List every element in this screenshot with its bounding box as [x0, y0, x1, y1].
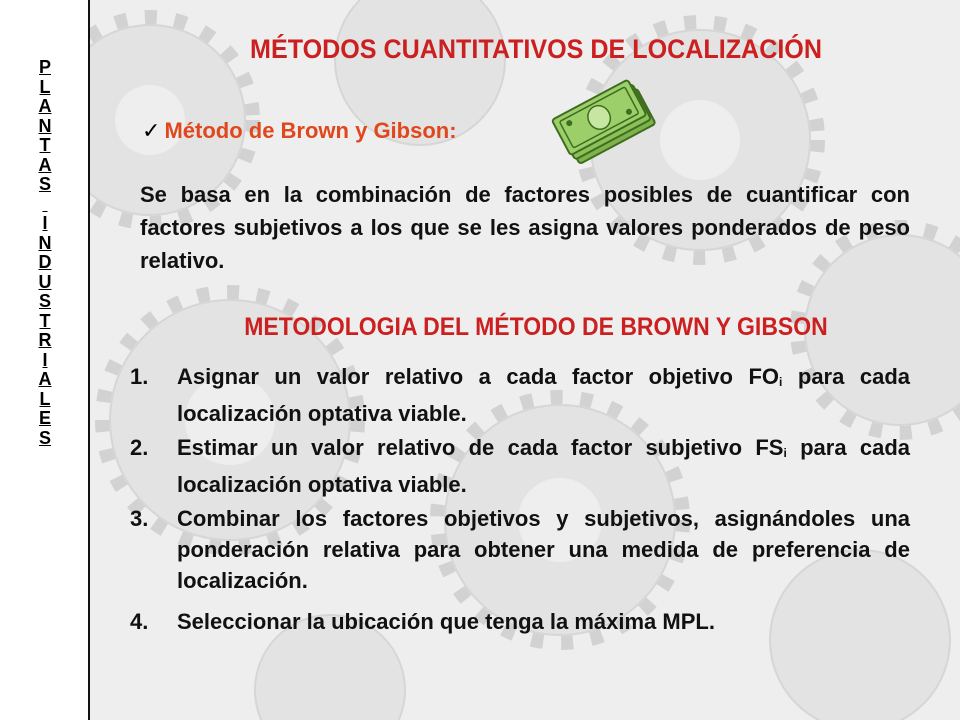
side-letter: R — [38, 330, 52, 350]
side-letter: L — [39, 76, 51, 97]
side-letter: P — [38, 57, 51, 77]
side-letter: S — [38, 427, 51, 448]
step-text: Seleccionar la ubicación que tenga la máxima MPL. — [177, 609, 715, 634]
side-letter: S — [38, 291, 51, 311]
step-item — [130, 606, 910, 637]
side-letter: L — [39, 388, 51, 409]
step-text: Estimar un valor relativo de cada factor subjetivo FS — [177, 435, 784, 460]
side-letter: A — [38, 369, 52, 389]
step-item — [130, 503, 910, 596]
side-letter: T — [39, 310, 51, 331]
step-number: 3. — [130, 506, 149, 531]
side-letter — [0, 195, 90, 215]
side-letter: A — [38, 154, 52, 175]
methodology-heading: METODOLOGIA DEL MÉTODO DE BROWN Y GIBSON — [244, 313, 828, 341]
side-label-plantas-industriales — [0, 58, 90, 448]
steps-list — [130, 361, 910, 637]
step-item — [130, 361, 910, 429]
side-letter: U — [38, 271, 52, 292]
side-panel — [0, 0, 90, 720]
side-letter: S — [38, 174, 51, 194]
step-item — [130, 432, 910, 500]
step-number: 2. — [130, 435, 149, 460]
step-number: 4. — [130, 609, 149, 634]
side-letter: D — [38, 252, 52, 272]
step-text-end: para cada localización optativa viable. — [177, 364, 910, 426]
side-letter: A — [38, 96, 52, 116]
side-letter: N — [38, 115, 52, 136]
step-subscript: i — [783, 446, 787, 460]
page-title: MÉTODOS CUANTITATIVOS DE LOCALIZACIÓN — [250, 34, 822, 64]
method-label: Método de Brown y Gibson: — [164, 118, 457, 143]
side-letter: E — [38, 408, 51, 428]
step-text: Asignar un valor relativo a cada factor objetivo FO — [177, 364, 780, 389]
step-subscript: i — [779, 375, 783, 389]
step-number: 1. — [130, 364, 149, 389]
method-description: Se basa en la combinación de factores posibles de cuantificar con factores subjetivos a los que se les asigna valores ponderados de peso relativo. — [140, 182, 910, 273]
side-letter: N — [38, 232, 52, 253]
money-stack-icon — [550, 75, 660, 165]
method-heading — [142, 116, 457, 146]
step-text-end: para cada localización optativa viable. — [177, 435, 910, 497]
side-letter: I — [42, 349, 48, 370]
side-letter: T — [39, 135, 51, 155]
step-text: Combinar los factores objetivos y subjetivos, asignándoles una ponderación relativa para obtener una medida de preferencia de localización. — [177, 506, 910, 593]
checkmark-icon: ✓ — [142, 118, 161, 143]
side-letter: I — [42, 213, 48, 233]
